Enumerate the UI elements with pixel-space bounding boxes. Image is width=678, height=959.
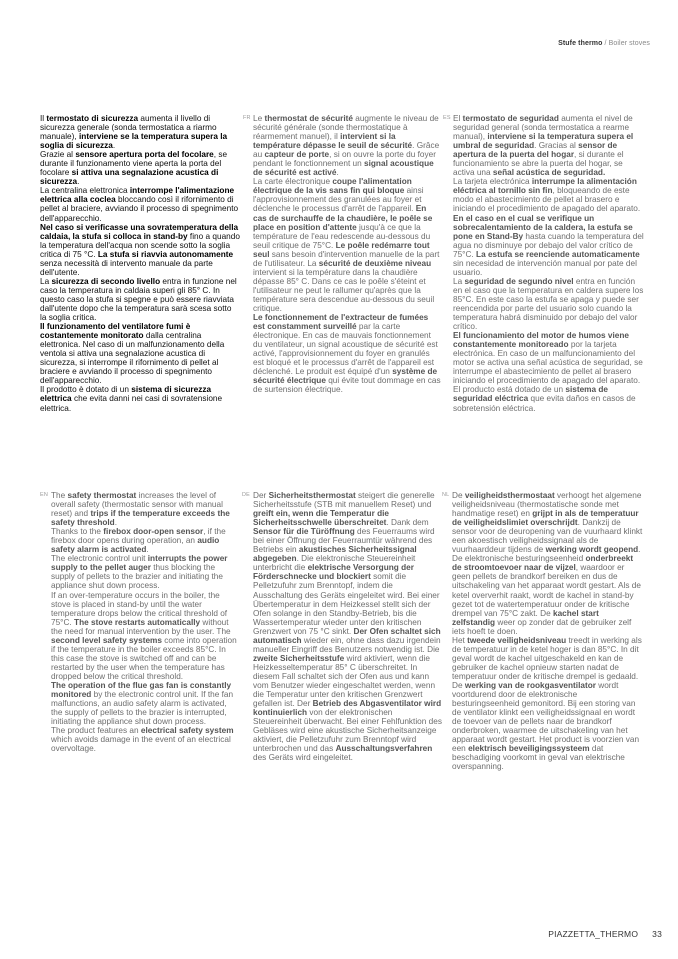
text-column-french: Le thermostat de sécurité augmente le niveau de sécurité générale (sonde thermostatique à réarmement manuel), il intervient si la température dépasse le seuil de sécurité. Grâce au capteur de porte, si on ouvre la porte du foyer pendant le fonctionnement un signal acoustique de sécurité est activé. La carte électronique coupe l'alimentation électrique de la vis sans fin qui bloque ainsi l'approvisionnement des granulées au foyer et déclenche le processus d'arrêt de l'appareil. En cas de surchauffe de la chaudière, le poêle se place en position d'attente jusqu'à ce que la température de l'eau redescende au-dessous du seuil critique de 75°C. Le poêle redémarre tout seul sans besoin d'intervention manuelle de la part de l'utilisateur. La sécurité de deuxième niveau intervient si la température dans la chaudière dépasse 85° C. Dans ce cas le poêle s'éteint et l'utilisateur ne peut le rallumer qu'après que la température sera descendue au-dessous du seuil critique. Le fonctionnement de l'extracteur de fumées est constamment surveillé par la carte électronique. En cas de mauvais fonctionnement du ventilateur, un signal acoustique de sécurité est activé, l'approvisionnement du foyer en granulés est bloqué et le processus d'arrêt de l'appareil est déclenché. Le produit est équipé d'un système de sécurité électrique qui évite tout dommage en cas de surtension électrique. [253, 114, 441, 395]
page-number: 33 [652, 929, 662, 939]
lang-label-fr: FR [243, 115, 251, 121]
text-column-spanish: El termostato de seguridad aumenta el nivel de seguridad general (sonda termostatica a rearme manual), interviene si la temperatura supera el umbral de seguridad. Gracias al sensor de apertura de la puerta del hogar, si durante el funcionamiento se abre la puerta del hogar, se activa una señal acústica de seguridad. La tarjeta electrónica interrumpe la alimentación eléctrica al tornillo sin fin, bloqueando de este modo el abastecimiento de pellet al brasero e iniciando el procedimiento de apagado del aparato. En el caso en el cual se verifique un sobrecalentamiento de la caldera, la estufa se pone en Stand-By hasta cuando la temperatura del agua no disminuye por debajo del valor crítico de 75°C. La estufa se reenciende automaticamente sin necesidad de intervención manual por pate del usuario. La seguridad de segundo nivel entra en función en el caso que la temperatura en caldera supere los 85°C. En este caso la estufa se apaga y puede ser reencendida por parte del usuario solo cuando la temperatura habrá disminuido por debajo del valor crítico. El funcionamiento del motor de humos viene constantemente monitoreado por la tarjeta electrónica. En caso de un malfuncionamiento del motor se activa una señal acústica de seguridad, se interrumpe el abastecimiento de pellet al brasero iniciando el procedimiento de apagado del aparato. El producto está dotado de un sistema de seguridad eléctrica que evita daños en casos de sobretensión eléctrica. [453, 114, 644, 413]
footer-brand: PIAZZETTA_THERMO [548, 929, 639, 939]
header-subtitle: Boiler stoves [608, 40, 650, 47]
lang-label-es: ES [443, 115, 451, 121]
page-footer [548, 929, 662, 939]
text-column-english: The safety thermostat increases the level of overall safety (thermostatic sensor with manual reset) and trips if the temperature exceeds the safety threshold. Thanks to the firebox door-open sensor, if the firebox door opens during operation, an audio safety alarm is activated. The electronic control unit interrupts the power supply to the pellet auger thus blocking the supply of pellets to the brazier and initiating the appliance shut down process. If an over-temperature occurs in the boiler, the stove is placed in stand-by until the water temperature drops below the critical threshold of 75°C. The stove restarts automatically without the need for manual intervention by the user. The second level safety systems come into operation if the temperature in the boiler exceeds 85°C. In this case the stove is switched off and can be restarted by the user when the temperature has dropped below the critical threshold. The operation of the flue gas fan is constantly monitored by the electronic control unit. If the fan malfunctions, an audio safety alarm is activated, the supply of pellets to the brazier is interrupted, initiating the appliance shut down process. The product features an electrical safety system which avoids damage in the event of an electrical overvoltage. [51, 491, 237, 754]
header-separator: / [604, 40, 607, 47]
header-brand: Stufe thermo [558, 40, 603, 47]
text-column-dutch: De veiligheidsthermostaat verhoogt het algemene veiligheidsniveau (thermostatische sonde met handmatige reset) en grijpt in als de temperatuur de veiligheidslimiet overschrijdt. Dankzij de sensor voor de deuropening van de vuurhaard klinkt een akoestisch veiligheidssignaal als de vuurhaarddeur tijdens de werking wordt geopend. De elektronische besturingseenheid onderbreekt de stroomtoevoer naar de vijzel, waardoor er geen pellets de brandkorf bereiken en dus de uitschakeling van het apparaat wordt gestart. Als de ketel oververhit raakt, wordt de kachel in stand-by gezet tot de watertemperatuur onder de kritische drempel van 75°C zakt. De kachel start zelfstandig weer op zonder dat de gebruiker zelf iets hoeft te doen. Het tweede veiligheidsniveau treedt in werking als de temperatuur in de ketel hoger is dan 85°C. In dit geval wordt de kachel uitgeschakeld en kan de gebruiker de kachel opnieuw starten nadat de temperatuur onder de kritische drempel is gedaald. De werking van de rookgasventilator wordt voortdurend door de elektronische besturingseenheid gemonitord. Bij een storing van de ventilator klinkt een veiligheidssignaal en wordt de toevoer van de pellets naar de brandkorf onderbroken, waarmee de uitschakeling van het apparaat wordt gestart. Het product is voorzien van een elektrisch beveiligingssysteem dat beschadiging voorkomt in geval van elektrische overspanning. [452, 491, 643, 772]
lang-label-en: EN [40, 492, 49, 498]
lang-label-de: DE [242, 492, 251, 498]
text-column-italian: Il termostato di sicurezza aumenta il livello di sicurezza generale (sonda termostatica a riarmo manuale), interviene se la temperatura supera la soglia di sicurezza. Grazie al sensore apertura porta del focolare, se durante il funzionamento viene aperta la porta del focolare si attiva una segnalazione acustica di sicurezza. La centralina elettronica interrompe l'alimentazione elettrica alla coclea bloccando così il rifornimento di pellet al braciere, avviando il processo di spegnimento dell'apparecchio. Nel caso si verificasse una sovratemperatura della caldaia, la stufa si colloca in stand-by fino a quando la temperatura dell'acqua non scende sotto la soglia critica di 75 °C. La stufa si riavvia autonomamente senza necessità di intervento manuale da parte dell'utente. La sicurezza di secondo livello entra in funzione nel caso la temperatura in caldaia superi gli 85° C. In questo caso la stufa si spegne e può essere riavviata dall'utente dopo che la temperatura sarà scesa sotto la soglia critica. Il funzionamento del ventilatore fumi è costantemente monitorato dalla centralina elettronica. Nel caso di un malfunzionamento della ventola si attiva una segnalazione acustica di sicurezza, si interrompe il rifornimento di pellet al braciere e avviando il processo di spegnimento dell'apparecchio. Il prodotto è dotato di un sistema di sicurezza elettrica che evita danni nei casi di sovratensione elettrica. [40, 114, 240, 413]
lang-label-nl: NL [442, 492, 450, 498]
text-column-german: Der Sicherheitsthermostat steigert die generelle Sicherheitsstufe (STB mit manuellem Reset) und greift ein, wenn die Temperatur die Sicherheitsschwelle überschreitet. Dank dem Sensor für die Türöffnung des Feuerraums wird bei einer Öffnung der Feuerraumtür während des Betriebs ein akustisches Sicherheitssignal abgegeben. Die elektronische Steuereinheit unterbricht die elektrische Versorgung der Förderschnecke und blockiert somit die Pelletzufuhr zum Brenntopf, indem die Ausschaltung des Geräts eingeleitet wird. Bei einer Übertemperatur in dem Heizkessel stellt sich der Ofen solange in den Standby-Betrieb, bis die Wassertemperatur wieder unter den kritischen Grenzwert von 75 °C sinkt. Der Ofen schaltet sich automatisch wieder ein, ohne dass dazu irgendein manueller Eingriff des Benutzers notwendig ist. Die zweite Sicherheitsstufe wird aktiviert, wenn die Heizkesseltemperatur 85° C überschreitet. In diesem Fall schaltet sich der Ofen aus und kann vom Benutzer wieder eingeschaltet werden, wenn die Temperatur unter den kritischen Grenzwert gefallen ist. Der Betrieb des Abgasventilator wird kontinuierlich von der elektronischen Steuereinheit überwacht. Bei einer Fehlfunktion des Gebläses wird eine akustische Sicherheitsanzeige aktiviert, die Pelletzufuhr zum Brenntopf wird unterbrochen und das Ausschaltungsverfahren des Geräts wird eingeleitet. [253, 491, 442, 763]
page-header [558, 40, 650, 47]
